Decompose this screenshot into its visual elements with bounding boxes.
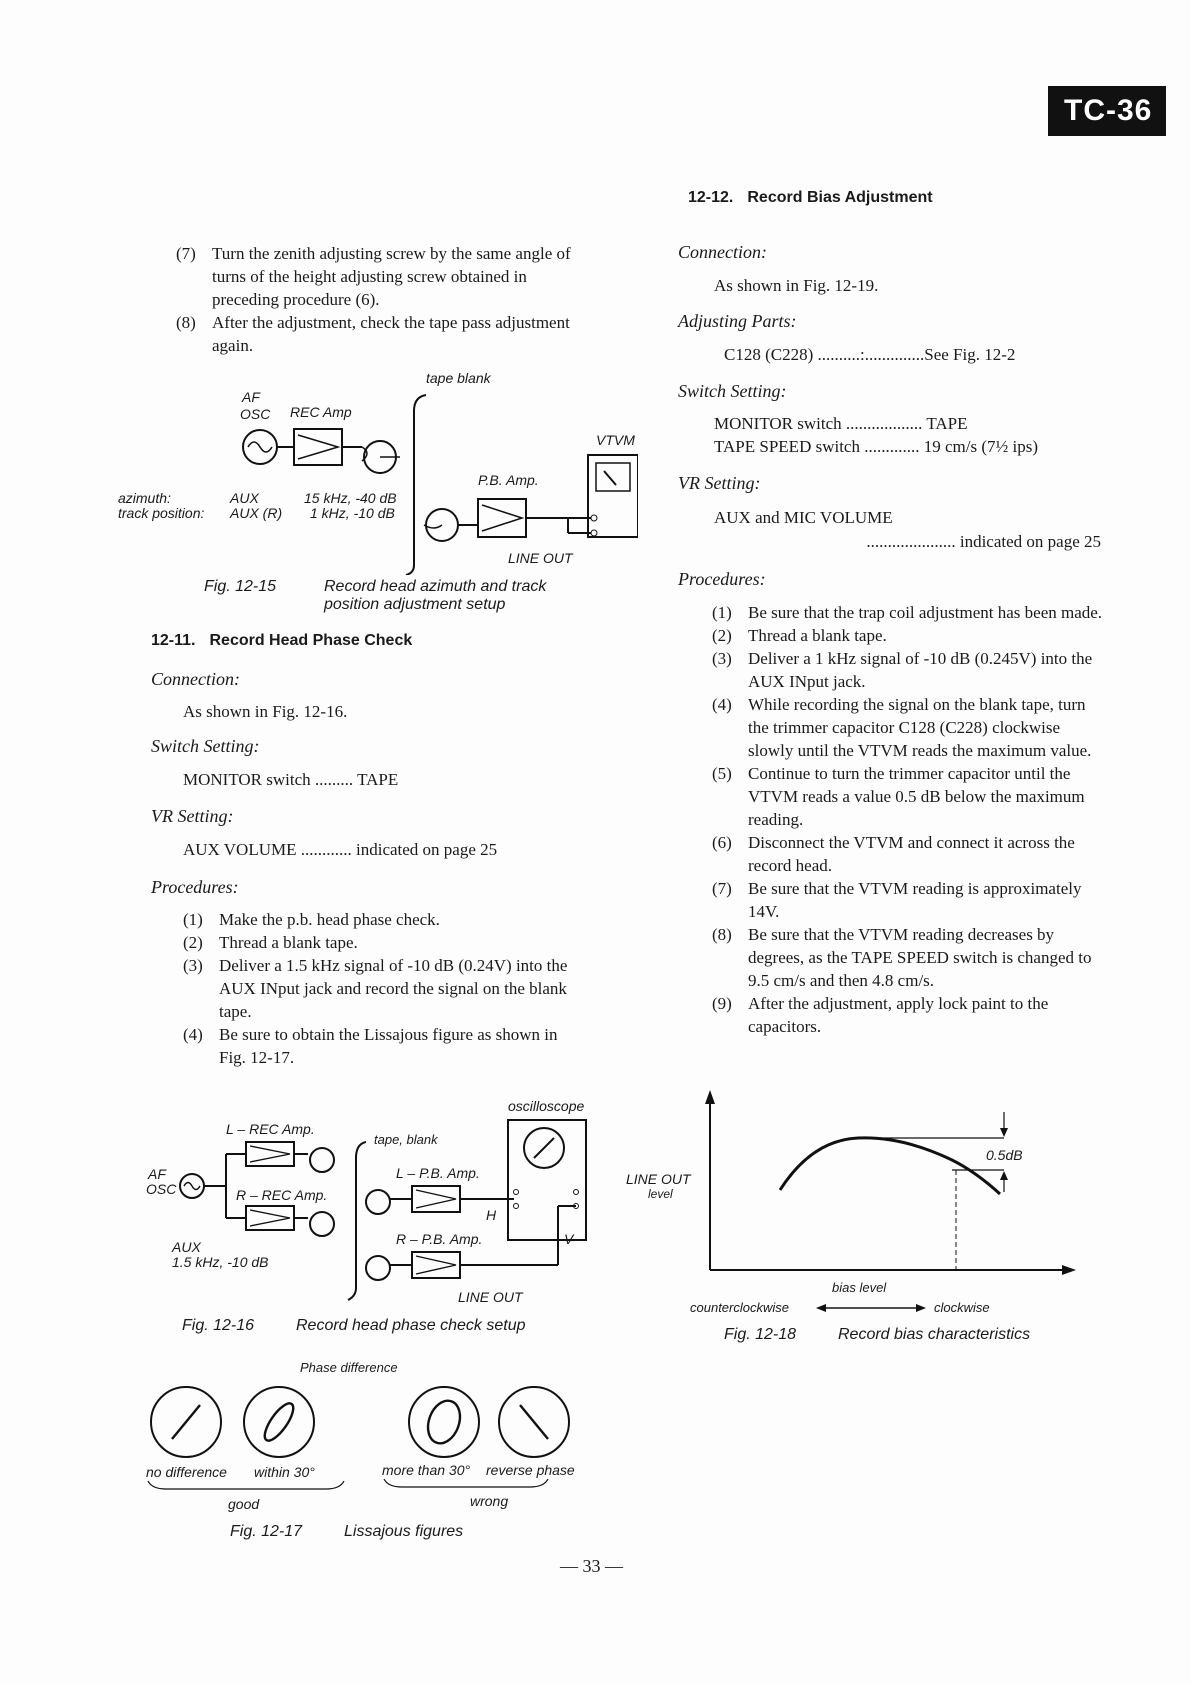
connection-value: As shown in Fig. 12-19. — [714, 276, 879, 295]
h-label: H — [486, 1207, 497, 1223]
switch-setting-label: Switch Setting: — [151, 736, 260, 756]
rec-amp-label: REC Amp — [290, 404, 352, 420]
list-item: (7) Turn the zenith adjusting screw by the same angle of turns of the height adjusting screw obtained in preceding procedure (6). — [176, 244, 571, 309]
list-item: (5) Continue to turn the trimmer capacitor until the VTVM reads a value 0.5 dB below the maximum reading. — [712, 764, 1085, 829]
caption-text: position adjustment setup — [324, 596, 506, 613]
switch-setting-row: MONITOR switch ......... TAPE — [183, 770, 399, 789]
list-item: (9) After the adjustment, apply lock paint to the capacitors. — [712, 994, 1049, 1036]
caption-text: Lissajous figures — [344, 1523, 464, 1540]
intro-list — [176, 242, 572, 357]
y-axis-label-1: LINE OUT — [626, 1171, 691, 1187]
list-item: (6) Disconnect the VTVM and connect it across the record head. — [712, 833, 1075, 875]
connection-value: As shown in Fig. 12-16. — [183, 702, 348, 721]
aux-label: AUX — [172, 1239, 201, 1255]
l-pb-amp-box — [412, 1186, 460, 1212]
r-pb-amp-label: R – P.B. Amp. — [396, 1231, 483, 1247]
adjusting-parts-label: Adjusting Parts: — [678, 311, 797, 331]
list-item: (1) Be sure that the trap coil adjustment has been made. — [712, 603, 1103, 622]
vr-setting-name: AUX and MIC VOLUME — [714, 508, 893, 527]
vr-setting-label: VR Setting: — [151, 806, 234, 826]
list-item: (3) Deliver a 1.5 kHz signal of -10 dB (0.24V) into the AUX INput jack and record the signal on the blank tape. — [183, 956, 568, 1021]
vtvm-label: VTVM — [596, 432, 635, 448]
tape-blank-label: tape blank — [426, 370, 491, 386]
pb-amp-label: P.B. Amp. — [478, 472, 539, 488]
switch-setting-label: Switch Setting: — [678, 381, 787, 401]
y-axis-label-2: level — [648, 1187, 673, 1201]
list-item: (4) While recording the signal on the blank tape, turn the trimmer capacitor C128 (C228) clockwise slowly until the VTVM reads the maximum value. — [712, 695, 1092, 760]
r-pb-amp-box — [412, 1252, 460, 1278]
signal-label: 1.5 kHz, -10 dB — [172, 1254, 269, 1270]
oscilloscope-label: oscilloscope — [508, 1098, 585, 1114]
pb-amp-box — [478, 499, 526, 537]
db-label: 0.5dB — [986, 1147, 1023, 1163]
phase-difference-label: Phase difference — [300, 1360, 398, 1375]
list-item: (7) Be sure that the VTVM reading is approximately 14V. — [712, 879, 1082, 921]
caption-number: Fig. 12-18 — [724, 1326, 797, 1343]
ccw-label: counterclockwise — [690, 1300, 789, 1315]
vr-setting-label: VR Setting: — [678, 473, 761, 493]
fig-12-15-caption — [204, 578, 604, 614]
list-item: (8) After the adjustment, check the tape pass adjustment again. — [176, 313, 570, 355]
r-rec-amp-label: R – REC Amp. — [236, 1187, 328, 1203]
l-pb-amp-label: L – P.B. Amp. — [396, 1165, 480, 1181]
vr-setting-row: AUX VOLUME ............ indicated on page 25 — [183, 840, 498, 859]
list-item: (2) Thread a blank tape. — [712, 626, 887, 645]
caption-number: Fig. 12-17 — [230, 1523, 303, 1540]
lissajous-within-30 — [244, 1387, 314, 1457]
rec-amp-box — [294, 429, 342, 465]
signal-1-label: 15 kHz, -40 dB — [304, 490, 397, 506]
osc-label: OSC — [146, 1181, 177, 1197]
signal-2-label: 1 kHz, -10 dB — [310, 505, 395, 521]
vr-setting-value: ..................... indicated on page 25 — [866, 532, 1101, 551]
oscilloscope-box — [508, 1120, 586, 1240]
label-reverse-phase: reverse phase — [486, 1462, 575, 1478]
section-heading-12-12: 12-12. Record Bias Adjustment — [688, 189, 933, 206]
list-item: (4) Be sure to obtain the Lissajous figure as shown in Fig. 12-17. — [183, 1025, 558, 1067]
caption-text: Record head azimuth and track — [324, 578, 547, 595]
fig-12-17-caption — [230, 1523, 463, 1541]
list-item: (2) Thread a blank tape. — [183, 933, 358, 952]
line-out-label: LINE OUT — [508, 550, 573, 566]
procedures-label: Procedures: — [151, 877, 239, 897]
switch-setting-rows — [714, 412, 1038, 458]
procedures-list — [183, 908, 579, 1069]
switch-setting-row: MONITOR switch .................. TAPE — [714, 414, 968, 433]
connection-label: Connection: — [151, 669, 240, 689]
lissajous-more-than-30 — [409, 1387, 479, 1457]
caption-text: Record head phase check setup — [296, 1317, 526, 1334]
aux-label: AUX — [230, 490, 259, 506]
tape-blank-label: tape, blank — [374, 1132, 438, 1147]
l-rec-amp-label: L – REC Amp. — [226, 1121, 315, 1137]
fig-12-15-diagram — [118, 365, 638, 575]
fig-12-17-diagram — [146, 1355, 596, 1515]
procedures-label: Procedures: — [678, 569, 766, 589]
section-heading-12-11: 12-11. Record Head Phase Check — [151, 632, 413, 649]
switch-setting-row: TAPE SPEED switch ............. 19 cm/s (7½ ips) — [714, 437, 1039, 456]
azimuth-label: azimuth: — [118, 490, 171, 506]
v-label: V — [564, 1231, 574, 1247]
tape-bracket — [406, 395, 426, 575]
procedures-list — [712, 601, 1104, 1038]
page-number: — 33 — — [560, 1556, 623, 1576]
list-item: (8) Be sure that the VTVM reading decreases by degrees, as the TAPE SPEED switch is changed to 9.5 cm/s and then 4.8 cm/s. — [712, 925, 1092, 990]
line-out-label: LINE OUT — [458, 1289, 523, 1305]
model-badge: TC-36 — [1048, 86, 1166, 136]
bias-curve — [780, 1138, 1000, 1194]
wrong-label: wrong — [470, 1493, 509, 1509]
x-axis-label: bias level — [832, 1280, 887, 1295]
aux-r-label: AUX (R) — [230, 505, 283, 521]
list-item: (3) Deliver a 1 kHz signal of -10 dB (0.245V) into the AUX INput jack. — [712, 649, 1093, 691]
connection-label: Connection: — [678, 242, 767, 262]
cw-label: clockwise — [934, 1300, 990, 1315]
adjusting-parts-row: C128 (C228) ..........:..............See Fig. 12-2 — [724, 345, 1016, 364]
label-more-than-30: more than 30° — [382, 1462, 471, 1478]
caption-text: Record bias characteristics — [838, 1326, 1031, 1343]
track-position-label: track position: — [118, 505, 205, 521]
fig-12-18-graph — [622, 1090, 1082, 1322]
af-label: AF — [148, 1166, 166, 1182]
list-item: (1) Make the p.b. head phase check. — [183, 910, 440, 929]
label-no-difference: no difference — [146, 1464, 227, 1480]
af-label: AF — [242, 389, 260, 405]
caption-number: Fig. 12-16 — [182, 1317, 255, 1334]
label-within-30: within 30° — [254, 1464, 315, 1480]
fig-12-18-caption — [724, 1326, 1030, 1344]
good-label: good — [228, 1496, 260, 1512]
fig-12-16-caption — [182, 1317, 525, 1335]
caption-number: Fig. 12-15 — [204, 578, 277, 595]
tape-bracket — [348, 1142, 366, 1300]
fig-12-16-diagram — [146, 1096, 606, 1306]
osc-label: OSC — [240, 406, 271, 422]
